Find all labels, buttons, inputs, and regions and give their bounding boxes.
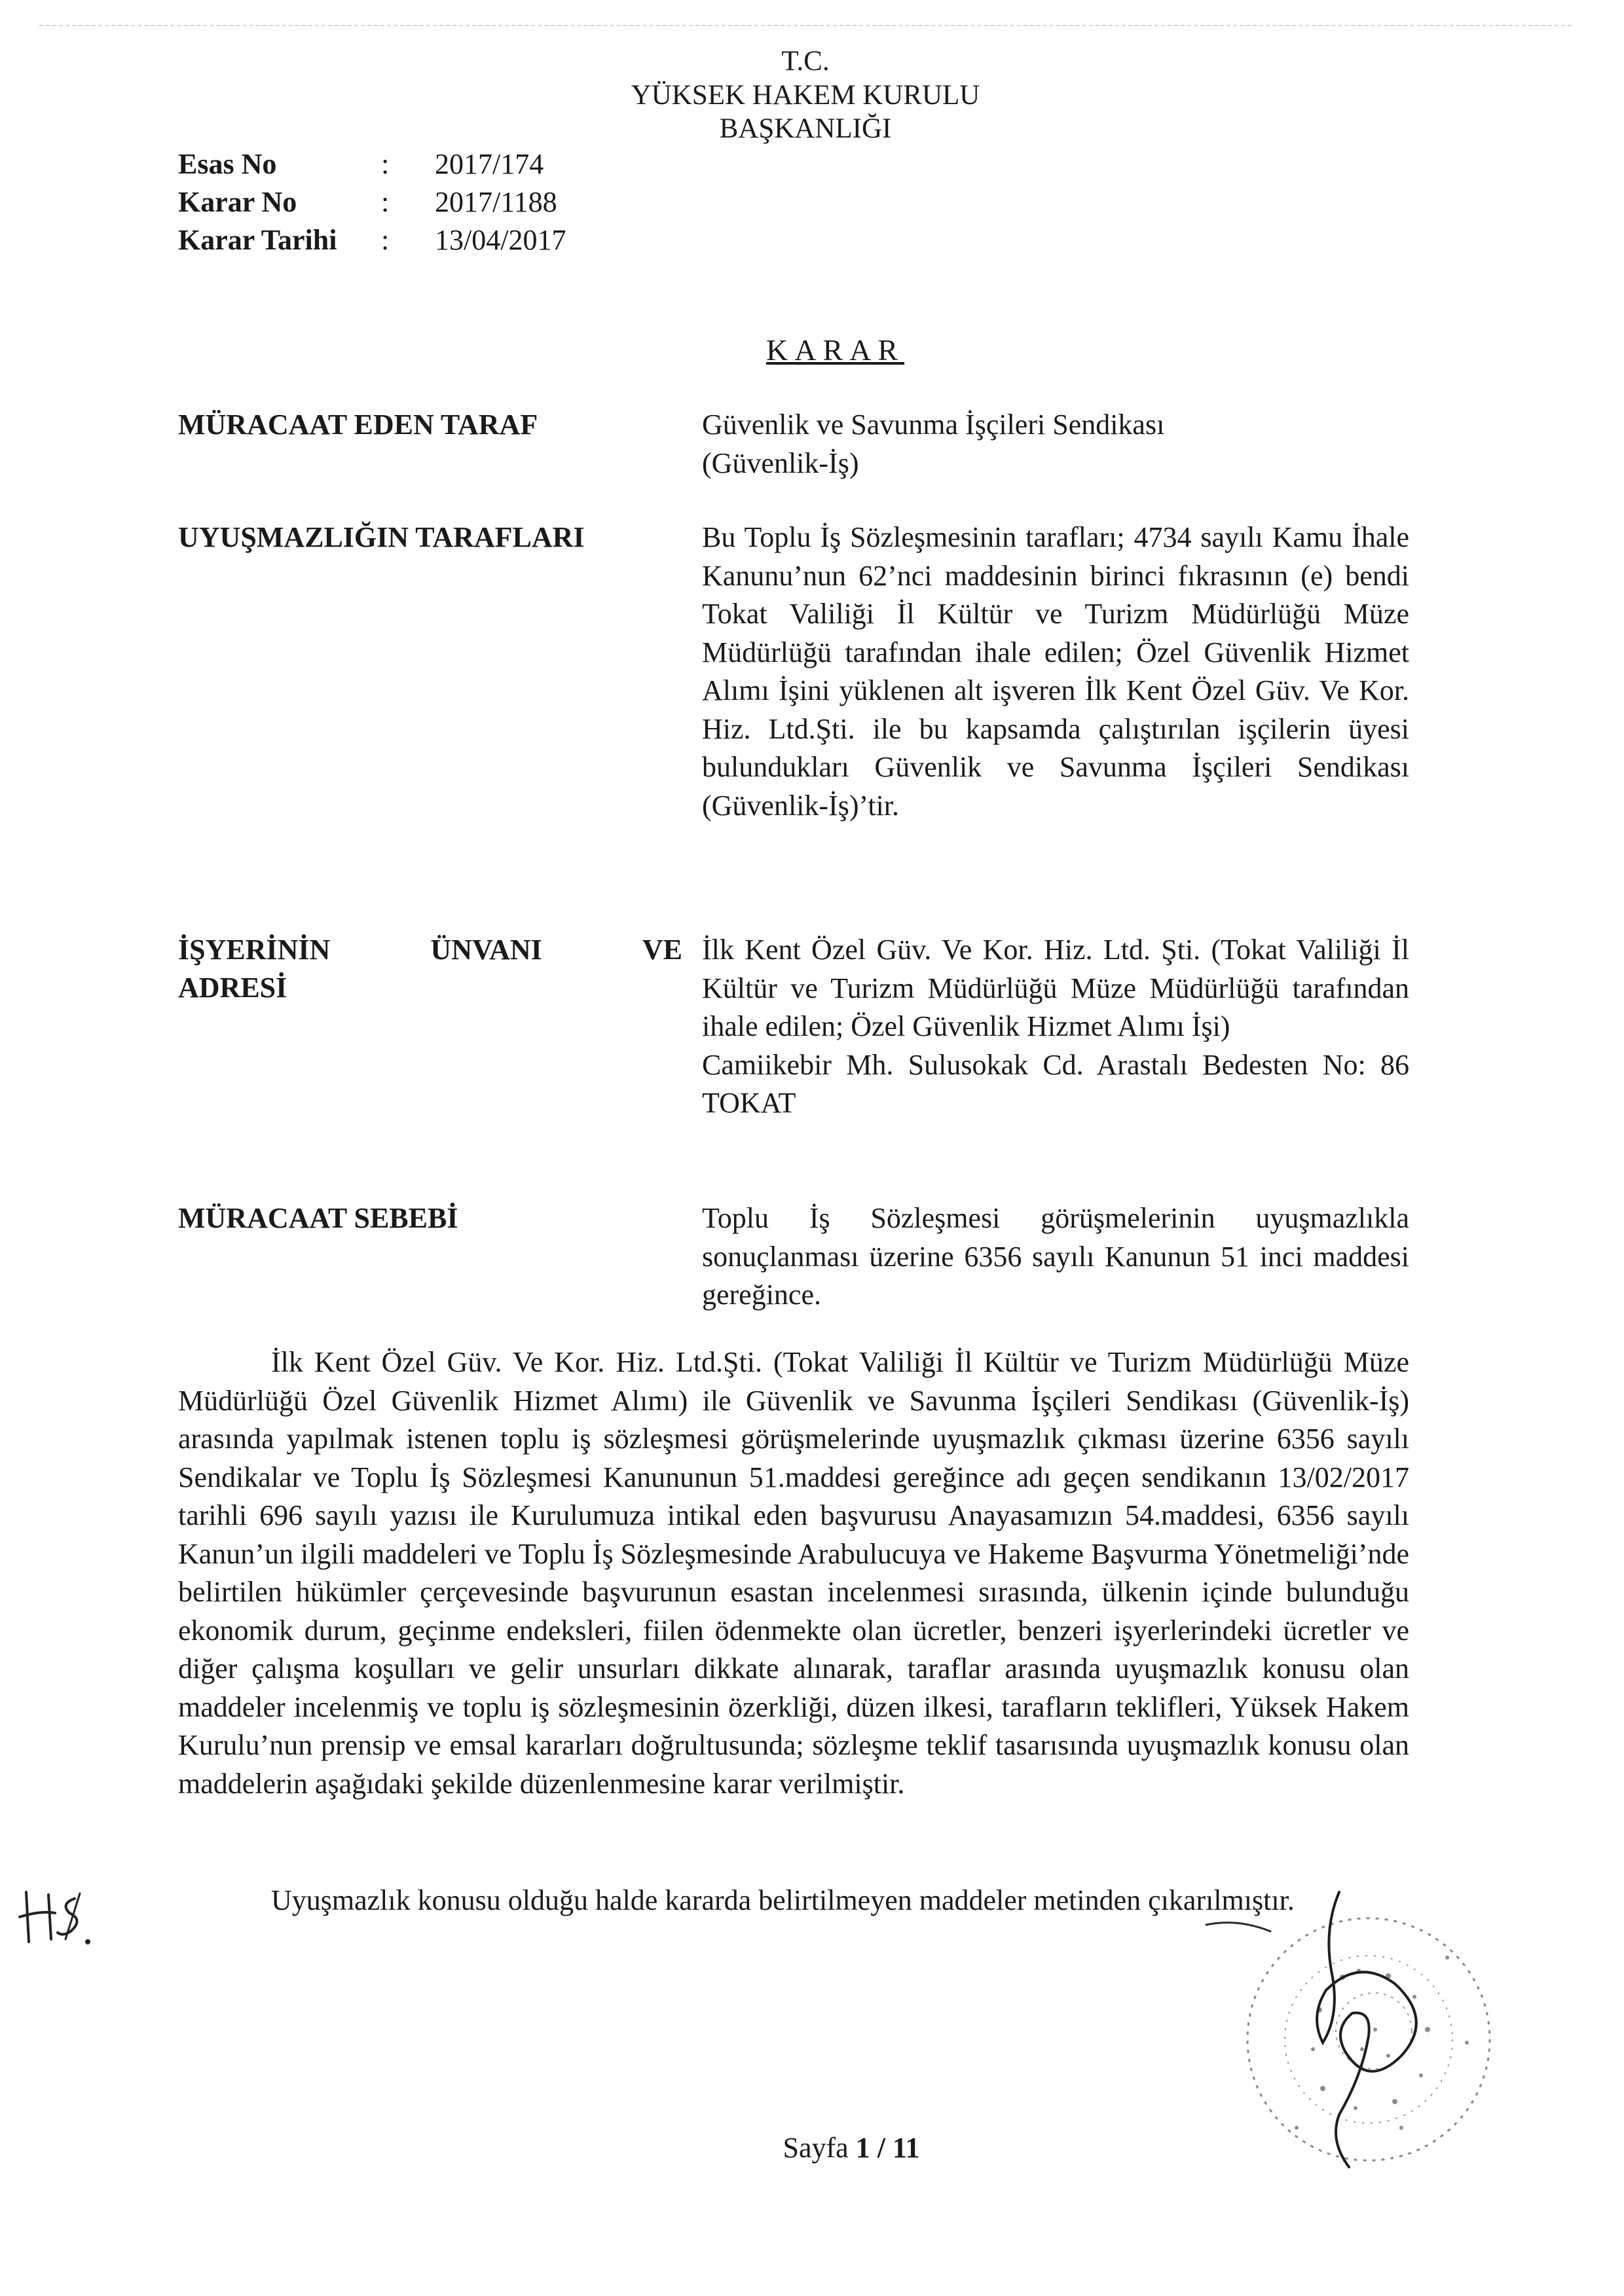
value-muracaat-eden-taraf [702, 406, 1422, 483]
meta-colon: : [381, 186, 390, 218]
label-isyeri-line2: ADRESİ [178, 972, 287, 1004]
meta-karar-tarihi [178, 221, 566, 259]
meta-colon: : [381, 224, 390, 256]
header-country: T.C. [781, 46, 830, 77]
header-institution: YÜKSEK HAKEM KURULU [631, 79, 980, 111]
footer-page-number: 1 [855, 2132, 870, 2164]
body-paragraph-1: İlk Kent Özel Güv. Ve Kor. Hiz. Ltd.Şti. (Tokat Valiliği İl Kültür ve Turizm Müdürlüğü Müze Müdürlüğü Özel Güvenlik Hizmet Alımı) ile Güvenlik ve Savunma İşçileri Sendikası (Güvenlik-İş) arasında yapılmak istenen toplu iş sözleşmesi görüşmelerinde uyuşmazlık çıkması üzerine 6356 sayılı Sendikalar ve Toplu İş Sözleşmesi Kanununun 51.maddesi gereğince adı geçen sendikanın 13/02/2017 tarihli 696 sayılı yazısı ile Kurulumuza intikal eden başvurusu Anayasamızın 54.maddesi, 6356 sayılı Kanun’un ilgili maddeleri ve Toplu İş Sözleşmesinde Arabulucuya ve Hakeme Başvurma Yönetmeliği’nde belirtilen hükümler çerçevesinde başvurunun esastan incelenmesi sırasında, ülkenin içinde bulunduğu ekonomik durum, geçinme endeksleri, fiilen ödenmekte olan ücretler, benzeri işyerlerindeki ücretler ve diğer çalışma koşulları ve gelir unsurları dikkate alınarak, taraflar arasında uyuşmazlık konusu olan maddeler incelenmiş ve toplu iş sözleşmesinin özerkliği, düzen ilkesi, tarafların teklifleri, Yüksek Hakem Kurulu’nun prensip ve emsal kararları doğrultusunda; sözleşme teklif tasarısında uyuşmazlık konusu olan maddelerin aşağıdaki şekilde düzenlenmesine karar verilmiştir. [178, 1346, 1409, 1800]
meta-colon: : [381, 148, 390, 180]
footer-separator: / [877, 2132, 885, 2164]
meta-label: Karar Tarihi [178, 224, 337, 256]
handwritten-initials-mark [14, 1879, 100, 1951]
label-word: İŞYERİNİN [178, 934, 331, 966]
applicant-name: Güvenlik ve Savunma İşçileri Sendikası [702, 409, 1165, 441]
label-uyusmazligin-taraflari: UYUŞMAZLIĞIN TARAFLARI [178, 521, 585, 553]
header-office: BAŞKANLIĞI [719, 113, 892, 145]
value-muracaat-sebebi: Toplu İş Sözleşmesi görüşmelerinin uyuşmazlıkla sonuçlanması üzerine 6356 sayılı Kanunun 51 inci maddesi gereğince. [702, 1202, 1409, 1311]
footer-page-total: 11 [892, 2132, 920, 2164]
meta-value: 13/04/2017 [435, 224, 566, 256]
workplace-title: İlk Kent Özel Güv. Ve Kor. Hiz. Ltd. Şti. (Tokat Valiliği İl Kültür ve Turizm Müdürlüğü Müze Müdürlüğü tarafından ihale edilen; Özel Güvenlik Hizmet Alımı İşi) [702, 934, 1409, 1042]
meta-label: Esas No [178, 148, 277, 180]
applicant-short: (Güvenlik-İş) [702, 446, 859, 479]
label-isyeri-unvan-adres [178, 931, 682, 1007]
label-muracaat-sebebi: MÜRACAAT SEBEBİ [178, 1202, 458, 1234]
page-footer [753, 2131, 950, 2164]
meta-value: 2017/174 [435, 148, 544, 180]
label-word: ÜNVANI [430, 934, 542, 966]
official-stamp-signature [1198, 1879, 1513, 2187]
footer-prefix: Sayfa [783, 2132, 849, 2164]
document-title: KARAR [766, 333, 905, 367]
meta-label: Karar No [178, 186, 297, 218]
meta-karar-no [178, 183, 566, 221]
value-isyeri-unvan-adres [702, 931, 1409, 1123]
meta-esas-no [178, 145, 566, 183]
label-isyeri-line1 [178, 931, 682, 969]
scan-edge-line [39, 25, 1572, 26]
label-word: VE [642, 934, 682, 966]
body-paragraph-2: Uyuşmazlık konusu olduğu halde kararda belirtilmeyen maddeler metinden çıkarılmıştır. [271, 1884, 1295, 1916]
case-meta [178, 145, 566, 259]
label-muracaat-eden-taraf: MÜRACAAT EDEN TARAF [178, 409, 538, 441]
meta-value: 2017/1188 [435, 186, 557, 218]
value-uyusmazligin-taraflari: Bu Toplu İş Sözleşmesinin tarafları; 4734 sayılı Kamu İhale Kanunu’nun 62’nci maddesinin birinci fıkrasının (e) bendi Tokat Valiliği İl Kültür ve Turizm Müdürlüğü Müze Müdürlüğü tarafından ihale edilen; Özel Güvenlik Hizmet Alımı İşini yüklenen alt işveren İlk Kent Özel Güv. Ve Kor. Hiz. Ltd.Şti. ile bu kapsamda çalıştırılan işçilerin üyesi bulundukları Güvenlik ve Savunma İşçileri Sendikası (Güvenlik-İş)’tir. [702, 521, 1409, 822]
workplace-address: Camiikebir Mh. Sulusokak Cd. Arastalı Bedesten No: 86 TOKAT [702, 1048, 1409, 1119]
document-header [550, 45, 1061, 146]
